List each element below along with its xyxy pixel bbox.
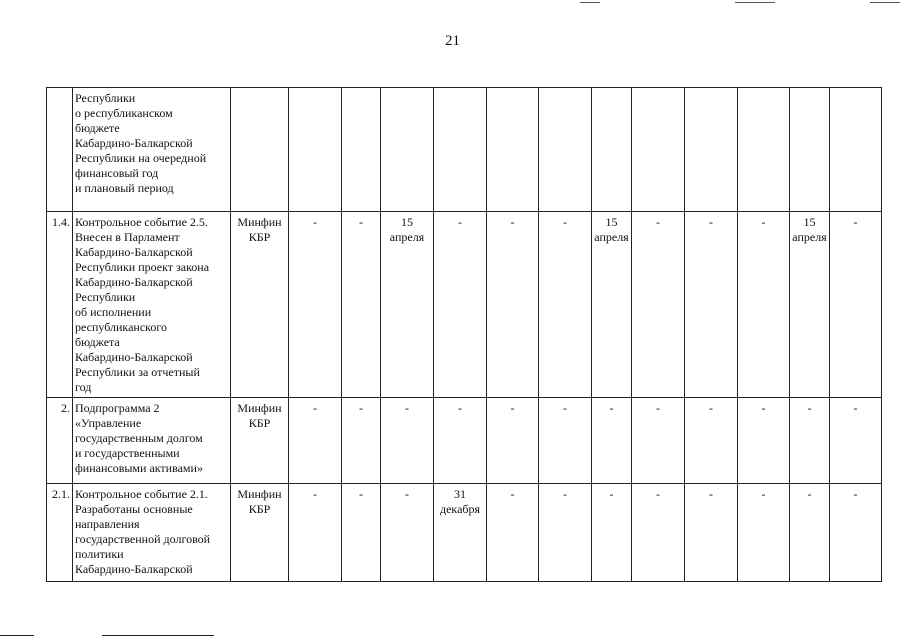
period-cell: - [738,484,790,582]
period-cell [790,88,830,212]
row-description: Контрольное событие 2.5. Внесен в Парламент Кабардино-Балкарской Республики проект закона Кабардино-Балкарской Республики об исполнении республиканского бюджета Кабардино-Балкарской Республики за отчетный год [73,212,231,398]
period-cell: - [289,484,342,582]
period-cell [539,88,592,212]
period-cell: - [434,398,487,484]
period-cell: - [289,212,342,398]
period-cell [381,88,434,212]
period-cell: - [487,212,539,398]
footer-line-right [102,635,214,636]
table-row [47,484,882,582]
row-description: Республики о республиканском бюджете Кабардино-Балкарской Республики на очередной финансовый год и плановый период [73,88,231,212]
period-cell: - [434,212,487,398]
row-number: 2. [47,398,73,484]
row-number [47,88,73,212]
period-cell: - [342,484,381,582]
period-cell [342,88,381,212]
top-scan-marks [0,0,905,6]
period-cell: 15 апреля [790,212,830,398]
row-responsible: Минфин КБР [231,484,289,582]
table-row [47,398,882,484]
period-cell: - [592,398,632,484]
table-row [47,212,882,398]
period-cell [632,88,685,212]
period-cell: 15 апреля [592,212,632,398]
period-cell: - [738,398,790,484]
period-cell: - [685,484,738,582]
footer-line-left [0,635,34,636]
period-cell [592,88,632,212]
period-cell: - [539,398,592,484]
period-cell [487,88,539,212]
control-events-table [46,87,882,582]
period-cell: - [381,484,434,582]
period-cell [830,88,882,212]
table-row [47,88,882,212]
period-cell [685,88,738,212]
period-cell: - [381,398,434,484]
row-number: 2.1. [47,484,73,582]
period-cell: - [738,212,790,398]
period-cell: - [592,484,632,582]
row-responsible [231,88,289,212]
period-cell: - [685,212,738,398]
period-cell [434,88,487,212]
period-cell: - [487,398,539,484]
period-cell: - [790,398,830,484]
period-cell: - [632,398,685,484]
table-body [47,88,882,582]
period-cell: - [289,398,342,484]
period-cell: - [539,212,592,398]
period-cell: - [632,212,685,398]
period-cell: 31 декабря [434,484,487,582]
period-cell [738,88,790,212]
row-responsible: Минфин КБР [231,398,289,484]
period-cell: - [487,484,539,582]
period-cell: - [685,398,738,484]
period-cell: - [830,212,882,398]
period-cell: - [342,398,381,484]
period-cell: - [632,484,685,582]
period-cell: - [830,398,882,484]
period-cell: - [342,212,381,398]
period-cell: 15 апреля [381,212,434,398]
row-description: Подпрограмма 2 «Управление государственным долгом и государственными финансовыми активами» [73,398,231,484]
page-number: 21 [445,33,460,49]
row-number: 1.4. [47,212,73,398]
period-cell: - [790,484,830,582]
period-cell: - [539,484,592,582]
row-responsible: Минфин КБР [231,212,289,398]
period-cell [289,88,342,212]
period-cell: - [830,484,882,582]
row-description: Контрольное событие 2.1. Разработаны основные направления государственной долговой политики Кабардино-Балкарской [73,484,231,582]
